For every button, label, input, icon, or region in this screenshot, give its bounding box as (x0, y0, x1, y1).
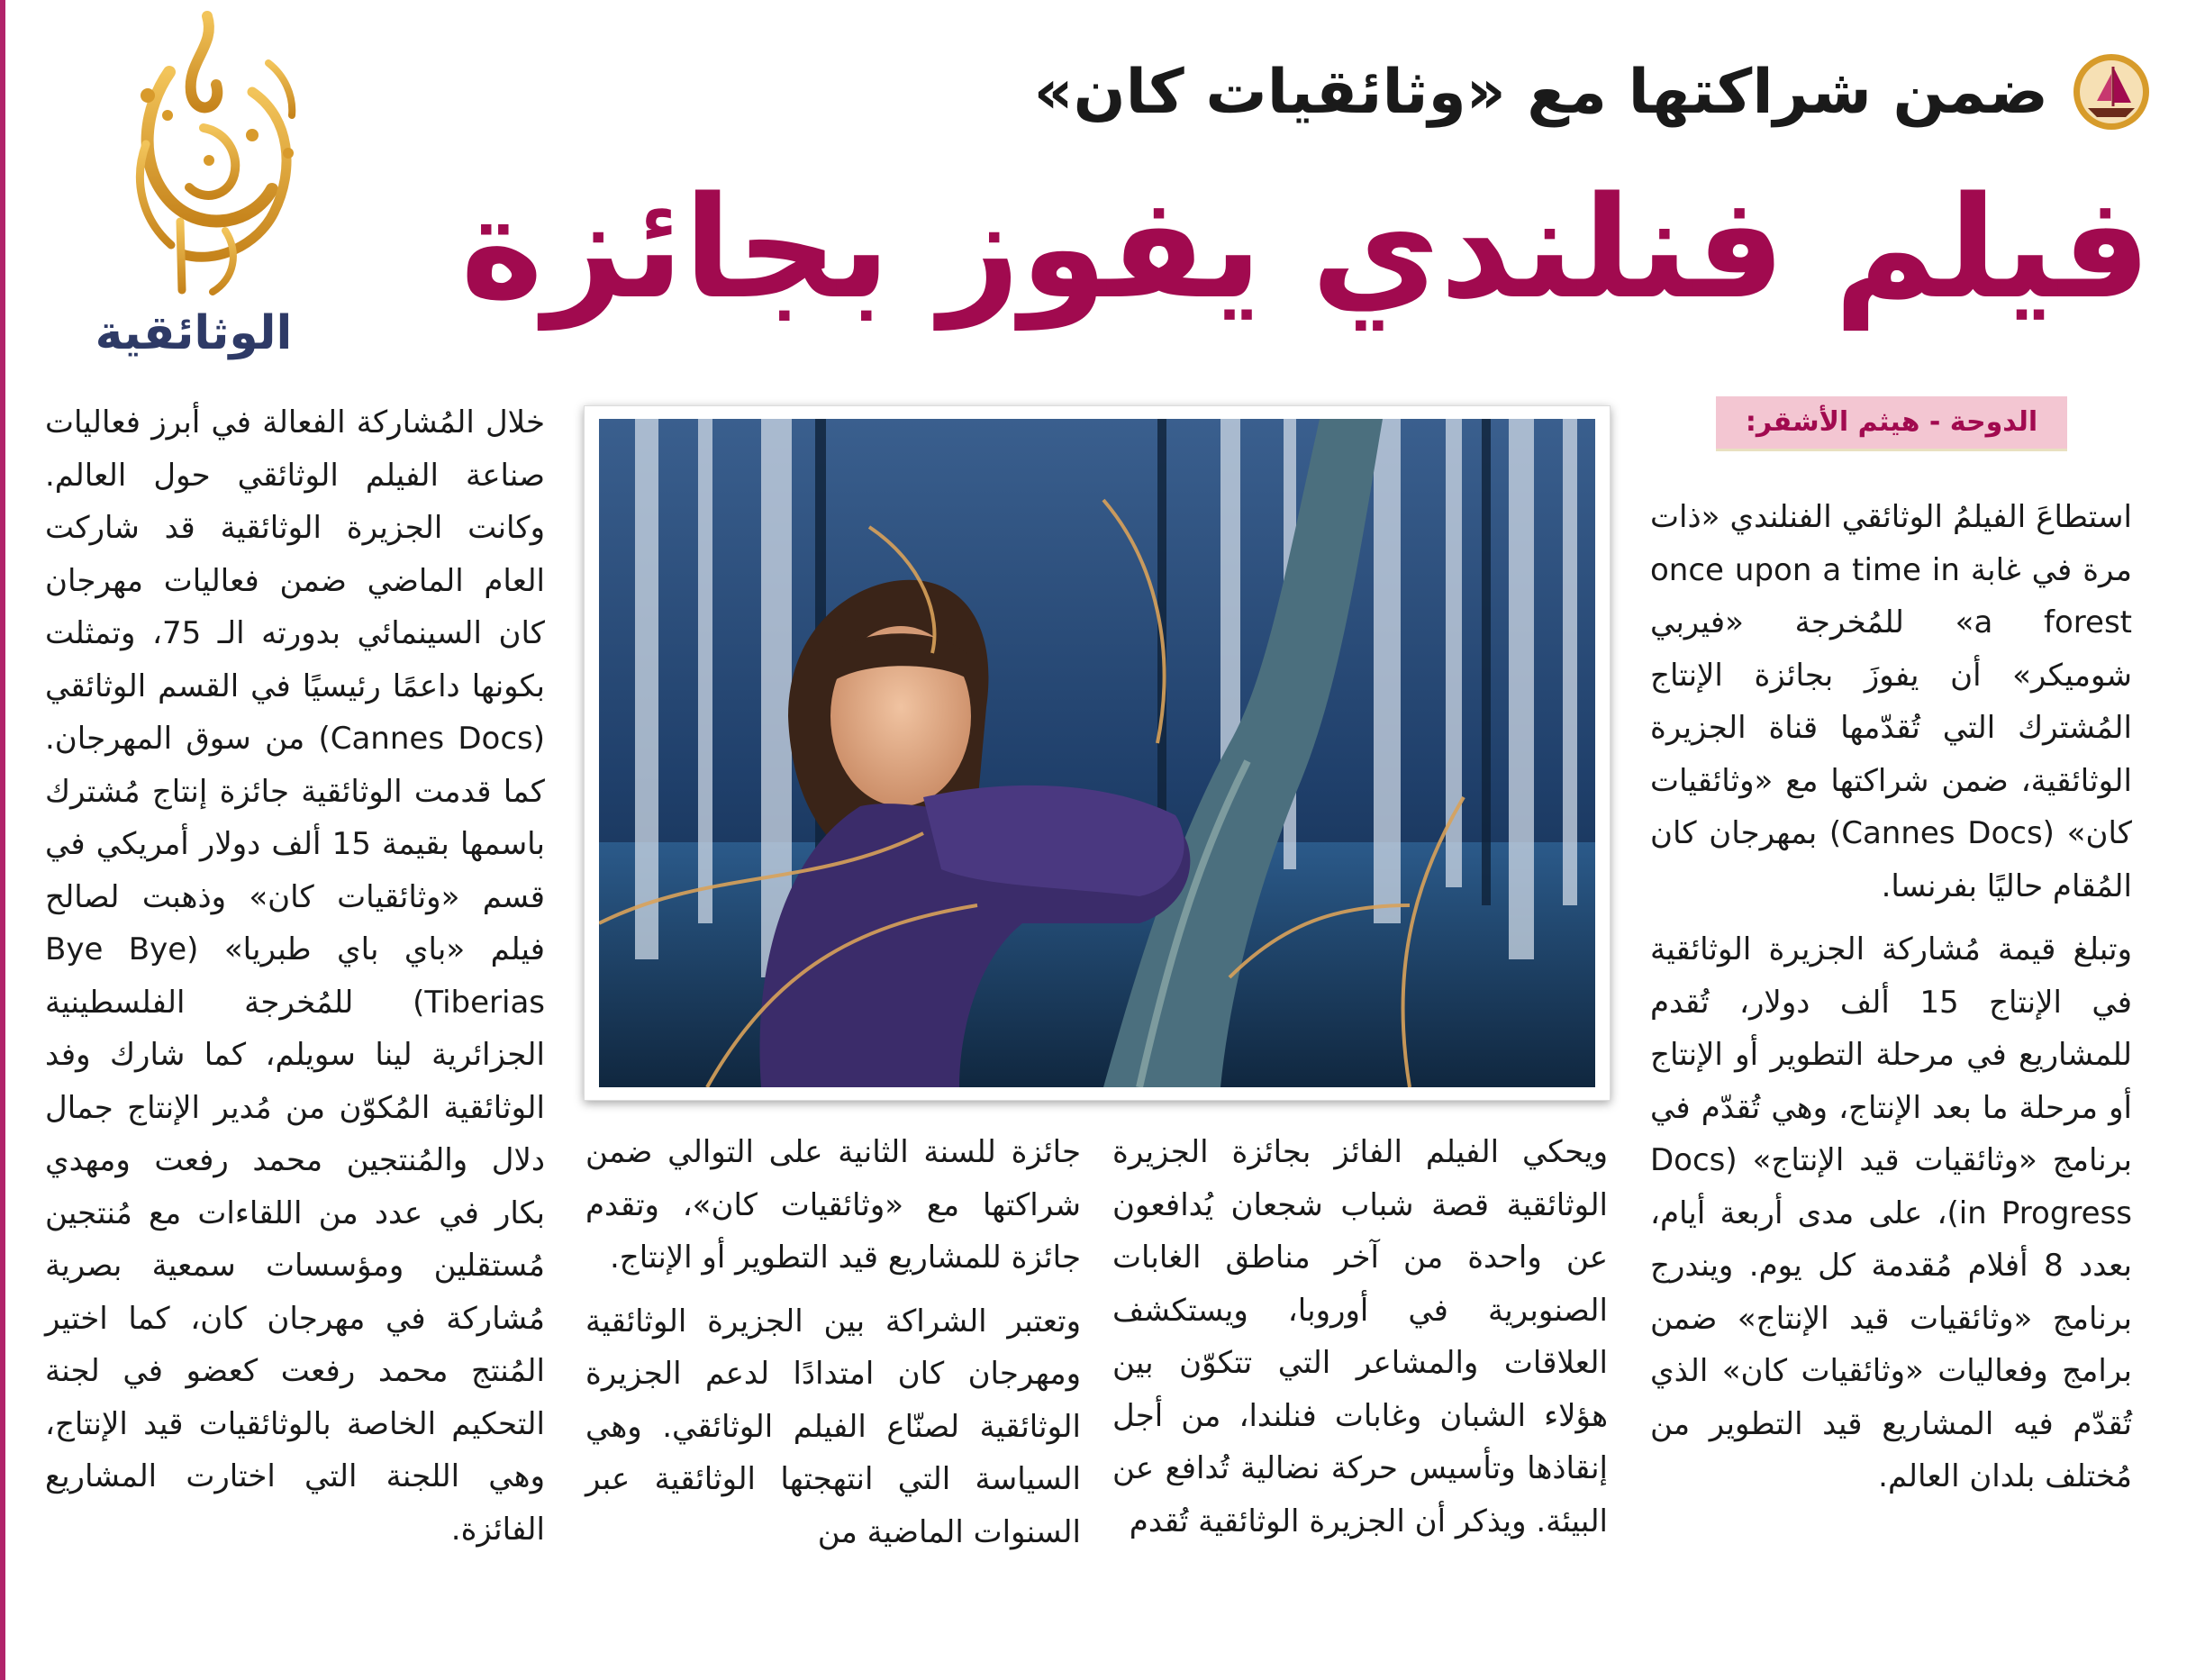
woman-in-forest-photo (599, 419, 1595, 1087)
headline: فيلم فنلندي يفوز بجائزة (460, 166, 2151, 330)
kicker-row (710, 38, 2151, 146)
kicker-text: ضمن شراكتها مع «وثائقيات كان» (1033, 56, 2048, 128)
article-column-2 (1112, 1126, 1608, 1630)
byline: الدوحة - هيثم الأشقر: (1716, 396, 2067, 451)
paragraph: استطاعَ الفيلمُ الوثائقي الفنلندي «ذات مرة في غابة once upon a time in a forest» للمُخرجة «فيربي شوميكر» أن يفوزَ بجائزة الإنتاج المُشترك التي تُقدّمها قناة الجزيرة الوثائقية، ضمن شراكتها مع «وثائقيات كان» (Cannes Docs) بمهرجان كان المُقام حاليًا بفرنسا. (1650, 499, 2132, 904)
article-column-1 (1650, 491, 2132, 1617)
photo-frame (584, 405, 1611, 1101)
paragraph: وتعتبر الشراكة بين الجزيرة الوثائقية ومهرجان كان امتدادًا لدعم الجزيرة الوثائقية لصنّاع الفيلم الوثائقي. وهي السياسة التي انتهجتها الوثائقية عبر السنوات الماضية من (585, 1303, 1081, 1550)
left-accent-rule (0, 0, 5, 1680)
dhow-boat-icon (2072, 52, 2151, 132)
logo-caption: الوثائقية (95, 306, 293, 360)
paragraph: ويحكي الفيلم الفائز بجائزة الجزيرة الوثائقية قصة شباب شجعان يُدافعون عن واحدة من آخر مناطق الغابات الصنوبرية في أوروبا، ويستكشف العلاقات والمشاعر التي تتكوّن بين هؤلاء الشبان وغابات فنلندا، من أجل إنقاذها وتأسيس حركة نضالية تُدافع عن البيئة. ويذكر أن الجزيرة الوثائقية تُقدم (1112, 1134, 1608, 1539)
paragraph: خلال المُشاركة الفعالة في أبرز فعاليات صناعة الفيلم الوثائقي حول العالم. وكانت الجزيرة الوثائقية قد شاركت العام الماضي ضمن فعاليات مهرجان كان السينمائي بدورته الـ 75، وتمثلت بكونها داعمًا رئيسيًا في القسم الوثائقي (Cannes Docs) من سوق المهرجان. كما قدمت الوثائقية جائزة إنتاج مُشترك باسمها بقيمة 15 ألف دولار أمريكي في قسم «وثائقيات كان» وذهبت لصالح فيلم «باي باي طبريا» (Bye Bye Tiberias) للمُخرجة الفلسطينية الجزائرية لينا سويلم، كما شارك وفد الوثائقية المُكوّن من مُدير الإنتاج جمال دلال والمُنتجين محمد رفعت ومهدي بكار في عدد من اللقاءات مع مُنتجين مُستقلين ومؤسسات سمعية بصرية مُشاركة في مهرجان كان، كما اختير المُنتج محمد رفعت كعضو في لجنة التحكيم الخاصة بالوثائقيات قيد الإنتاج، وهي اللجنة التي اختارت المشاريع الفائزة. (45, 404, 545, 1548)
paragraph: جائزة للسنة الثانية على التوالي ضمن شراكتها مع «وثائقيات كان»، وتقدم جائزة للمشاريع قيد التطوير أو الإنتاج. (585, 1134, 1081, 1276)
article-column-3 (585, 1126, 1081, 1630)
article-column-4 (45, 396, 545, 1621)
paragraph: وتبلغ قيمة مُشاركة الجزيرة الوثائقية في الإنتاج 15 ألف دولار، تُقدم للمشاريع في مرحلة التطوير أو الإنتاج أو مرحلة ما بعد الإنتاج، وهي تُقدّم في برنامج «وثائقيات قيد الإنتاج» (Docs in Progress)، على مدى أربعة أيام، بعدد 8 أفلام مُقدمة كل يوم. ويندرج برنامج «وثائقيات قيد الإنتاج» ضمن برامج وفعاليات «وثائقيات كان» الذي تُقدّم فيه المشاريع قيد التطوير من مُختلف بلدان العالم. (1650, 931, 2132, 1494)
